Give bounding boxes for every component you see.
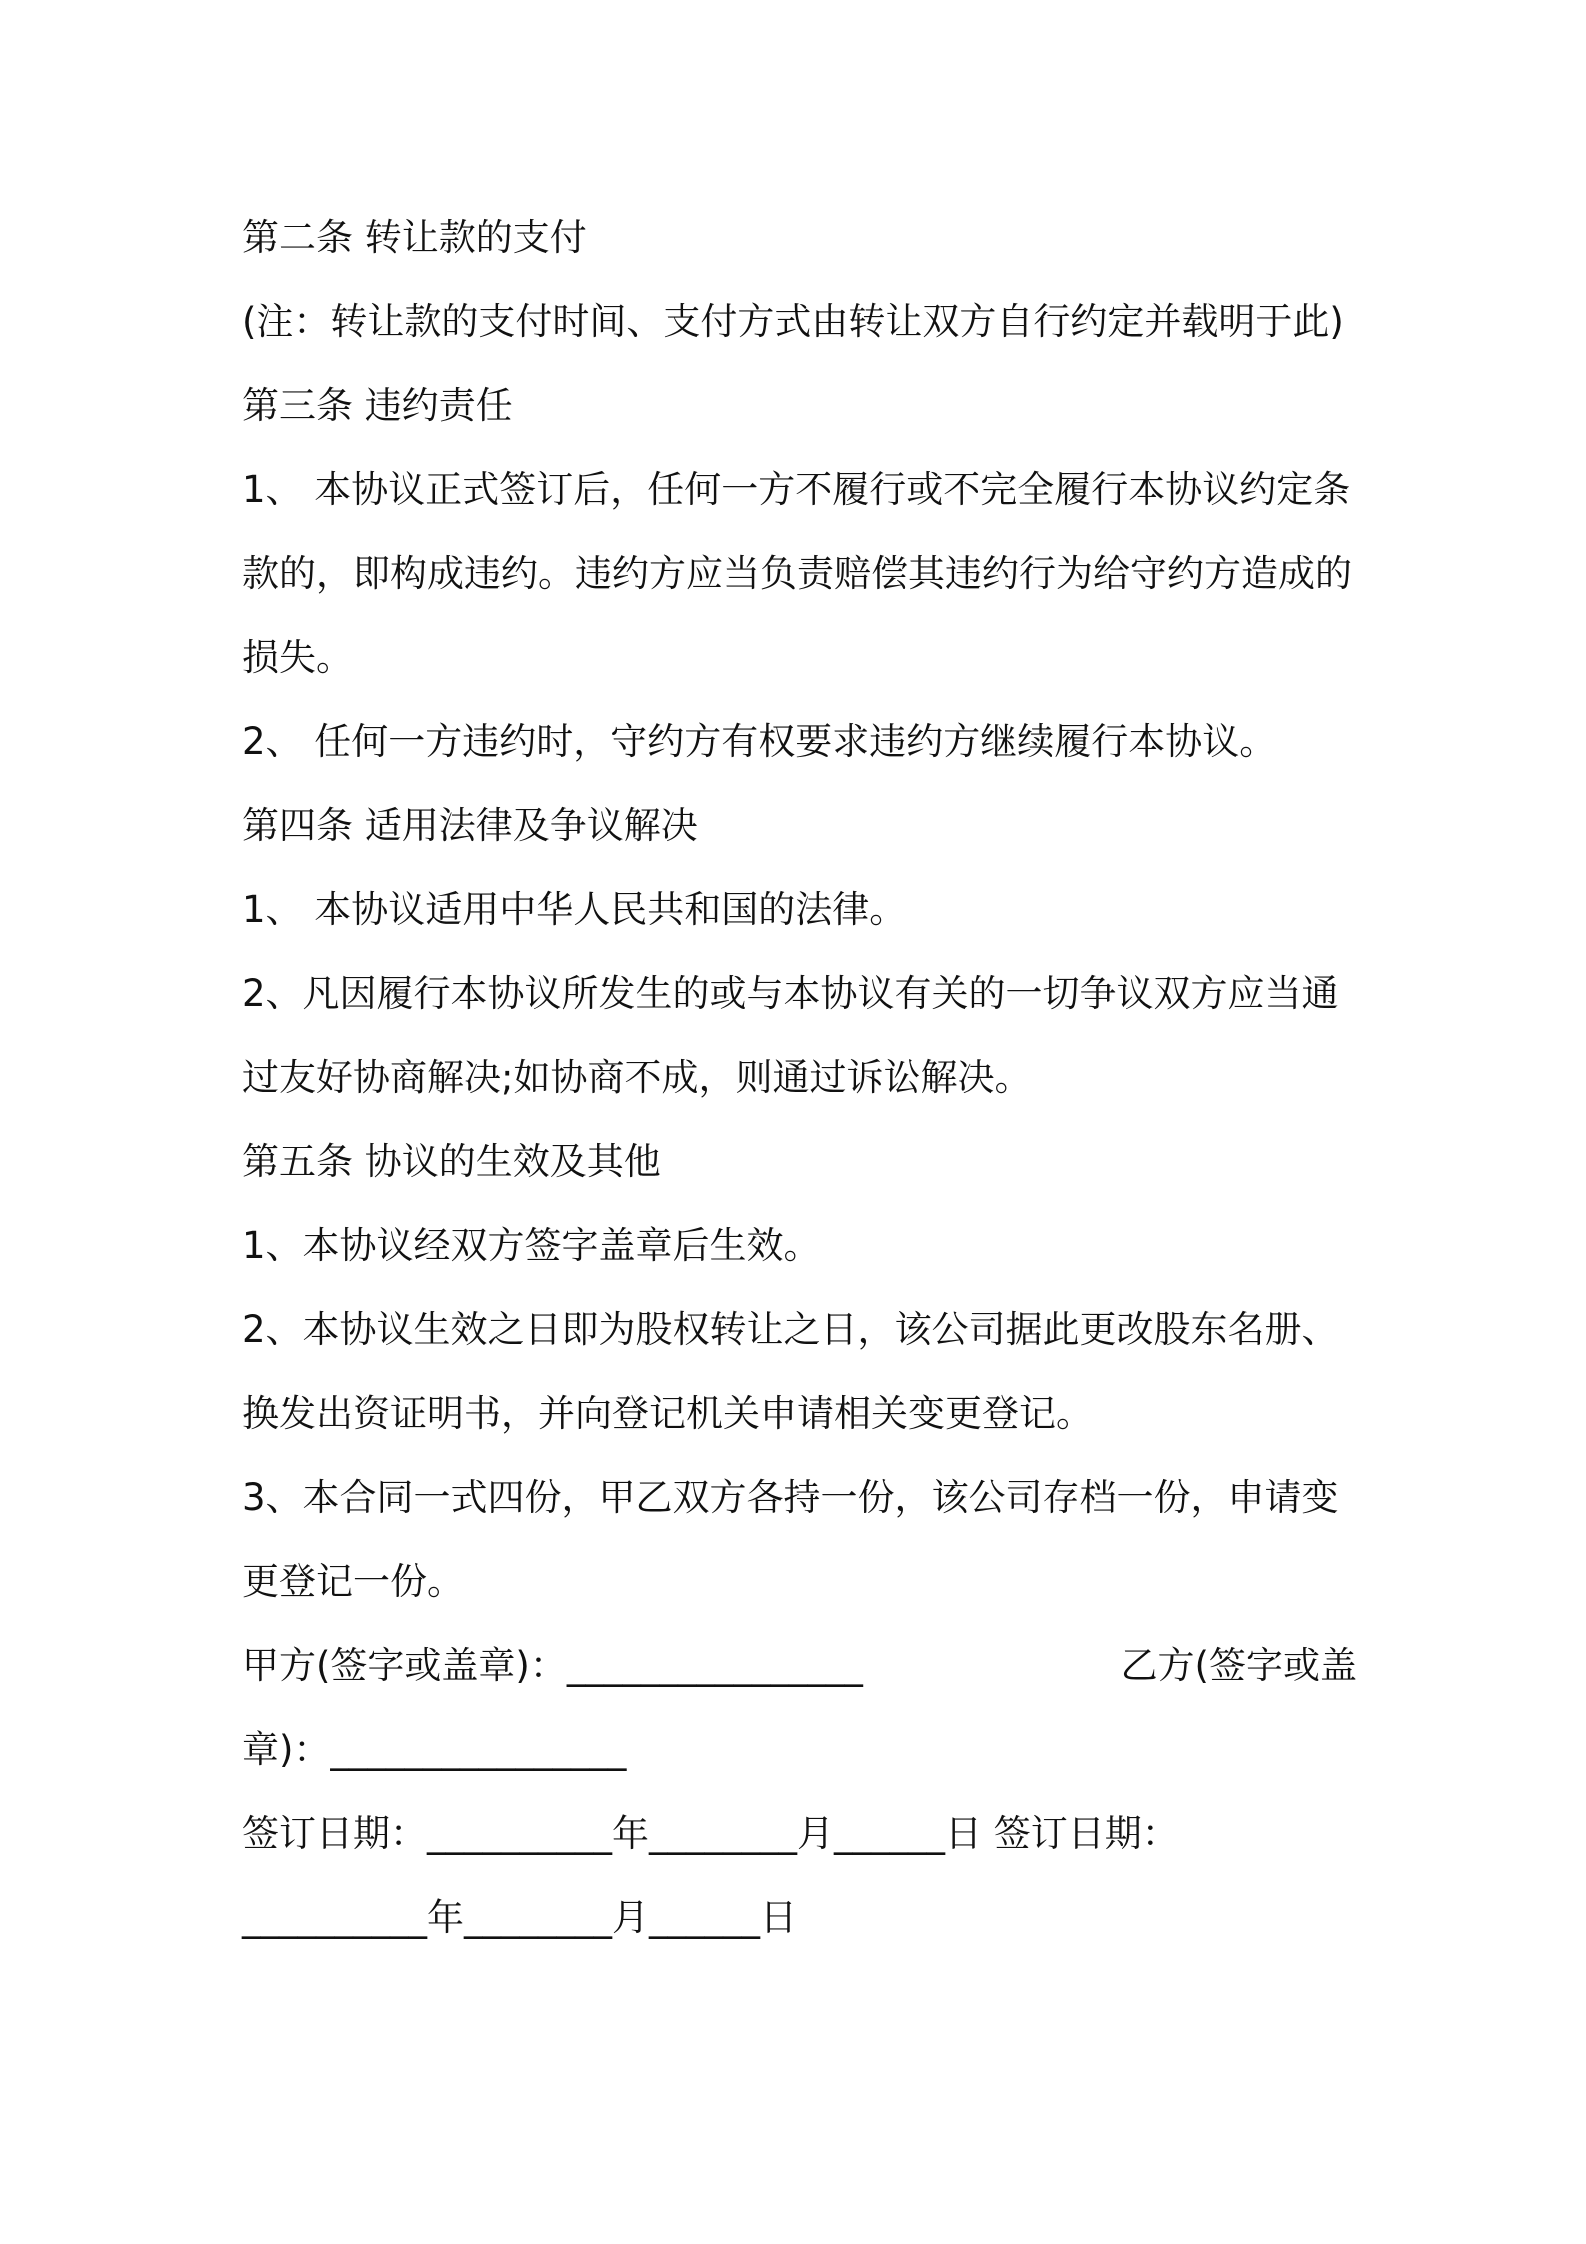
article-4-clause-1: 1、 本协议适用中华人民共和国的法律。 [242,888,907,931]
article-5-clause-3-line-1: 3、本合同一式四份，甲乙双方各持一份，该公司存档一份，申请变 [242,1476,1339,1519]
article-3-title: 第三条 违约责任 [242,384,513,427]
article-3-clause-1-line-2: 款的，即构成违约。违约方应当负责赔偿其违约行为给守约方造成的 [242,552,1352,595]
article-3-clause-1-line-3: 损失。 [242,636,353,679]
article-4-clause-2-line-2: 过友好协商解决;如协商不成，则通过诉讼解决。 [242,1056,1032,1099]
article-2-title: 第二条 转让款的支付 [242,216,587,259]
signature-row [242,1624,1357,1708]
party-a-signature: 甲方(签字或盖章)：________________ [242,1644,863,1687]
article-5-title: 第五条 协议的生效及其他 [242,1140,661,1183]
article-3-clause-1-line-1: 1、 本协议正式签订后，任何一方不履行或不完全履行本协议约定条 [242,468,1351,511]
party-b-signature-end: 章)：________________ [242,1728,627,1771]
signing-date-line-2: __________年________月______日 [242,1896,797,1939]
party-b-signature-start: 乙方(签字或盖 [1120,1644,1357,1687]
article-3-clause-2: 2、 任何一方违约时，守约方有权要求违约方继续履行本协议。 [242,720,1277,763]
signing-date-line-1: 签订日期：__________年________月______日 签订日期： [242,1812,1179,1855]
article-5-clause-2-line-1: 2、本协议生效之日即为股权转让之日，该公司据此更改股东名册、 [242,1308,1339,1351]
article-5-clause-2-line-2: 换发出资证明书，并向登记机关申请相关变更登记。 [242,1392,1093,1435]
article-2-note: (注：转让款的支付时间、支付方式由转让双方自行约定并载明于此) [242,300,1344,343]
article-4-title: 第四条 适用法律及争议解决 [242,804,698,847]
article-5-clause-1: 1、本协议经双方签字盖章后生效。 [242,1224,821,1267]
document-body [242,196,1357,1960]
article-4-clause-2-line-1: 2、凡因履行本协议所发生的或与本协议有关的一切争议双方应当通 [242,972,1339,1015]
article-5-clause-3-line-2: 更登记一份。 [242,1560,464,1603]
